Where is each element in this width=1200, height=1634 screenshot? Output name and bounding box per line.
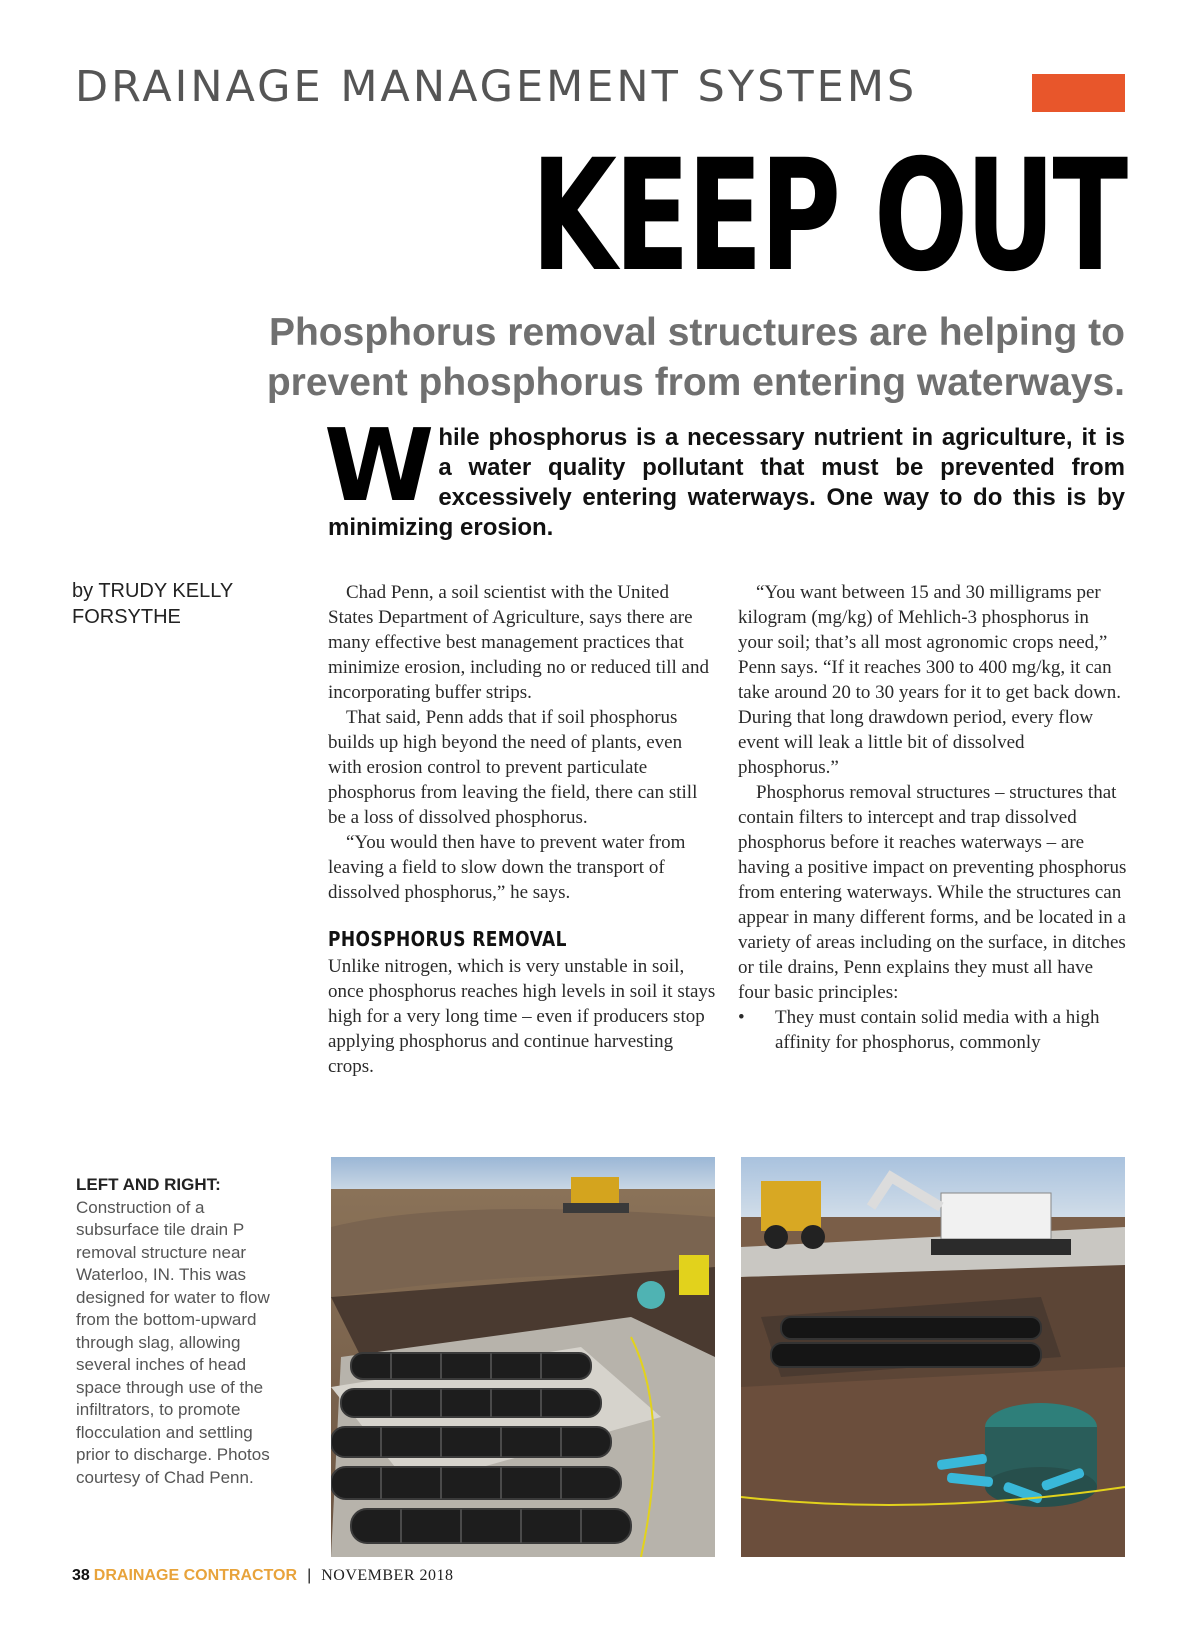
bulldozer-shape (571, 1177, 619, 1207)
photo-right-image (741, 1157, 1125, 1557)
paragraph: Phosphorus removal structures – structures that contain filters to intercept and trap dissolved phosphorus before it reaches waterways – are having a positive impact on preventing phosphorus from entering waterways. While the structures can appear in many different forms, and be located in a variety of areas including on the surface, in ditches or tile drains, Penn explains they must all have four basic principles: (738, 782, 1127, 1003)
paragraph: That said, Penn adds that if soil phosphorus builds up high beyond the need of plants, even with erosion control to prevent particulate phosphorus from leaving the field, there can still be a loss of dissolved phosphorus. (328, 707, 698, 828)
photo-left (331, 1157, 715, 1557)
drop-cap: W (324, 407, 429, 524)
article-title: KEEP OUT (530, 127, 1125, 306)
body-column-1 (328, 580, 718, 1079)
article-lede (324, 407, 1125, 543)
accent-bar (1032, 74, 1125, 112)
excavator-shape (941, 1193, 1051, 1239)
magazine-name: DRAINAGE CONTRACTOR (93, 1567, 298, 1584)
paragraph: Chad Penn, a soil scientist with the United States Department of Agriculture, says there are many effective best management practices that minimize erosion, including no or reduced till and incorporating buffer strips. (328, 582, 709, 703)
photo-left-image (331, 1157, 715, 1557)
photo-right (741, 1157, 1125, 1557)
lede-text: hile phosphorus is a necessary nutrient in agriculture, it is a water quality pollutant that must be prevented from excessively entering waterways. One way to do this is by minimizing erosion. (328, 424, 1125, 541)
byline: by TRUDY KELLY FORSYTHE (72, 580, 233, 628)
bullet-marker: • (738, 1007, 745, 1028)
caption-heading: LEFT AND RIGHT: (76, 1175, 221, 1194)
bullet-item (738, 1005, 1128, 1055)
backhoe-shape (761, 1181, 821, 1231)
paragraph: “You want between 15 and 30 milligrams per kilogram (mg/kg) of Mehlich-3 phosphorus in your soil; that’s all most agronomic crops need,” Penn says. “If it reaches 300 to 400 mg/kg, it can take around 20 to 30 years for it to get back down. During that long drawdown period, every flow event will leak a little bit of dissolved phosphorus.” (738, 582, 1122, 778)
caption-text: Construction of a subsurface tile drain P removal structure near Waterloo, IN. This was designed for water to flow from the bottom-upward through slag, allowing several inches of head space through use of the infiltrators, to promote flocculation and settling prior to discharge. Photos courtesy of Chad Penn. (76, 1197, 270, 1487)
footer-separator: | (307, 1567, 312, 1584)
paragraph: Unlike nitrogen, which is very unstable in soil, once phosphorus reaches high levels in soil it stays high for a very long time – even if producers stop applying phosphorus and continue harvesting crops. (328, 956, 716, 1077)
page-footer (72, 1567, 454, 1585)
issue-date: NOVEMBER 2018 (321, 1567, 454, 1584)
section-label: DRAINAGE MANAGEMENT SYSTEMS (75, 62, 918, 112)
subhead: PHOSPHORUS REMOVAL (328, 927, 567, 951)
paragraph: “You would then have to prevent water from leaving a field to slow down the transport of dissolved phosphorus,” he says. (328, 832, 686, 903)
bullet-text: They must contain solid media with a high affinity for phosphorus, commonly (775, 1007, 1100, 1053)
article-deck: Phosphorus removal structures are helping to prevent phosphorus from entering waterways. (266, 311, 1125, 404)
photo-caption (76, 1174, 291, 1489)
page-number: 38 (72, 1567, 90, 1584)
body-column-2 (738, 580, 1128, 1055)
